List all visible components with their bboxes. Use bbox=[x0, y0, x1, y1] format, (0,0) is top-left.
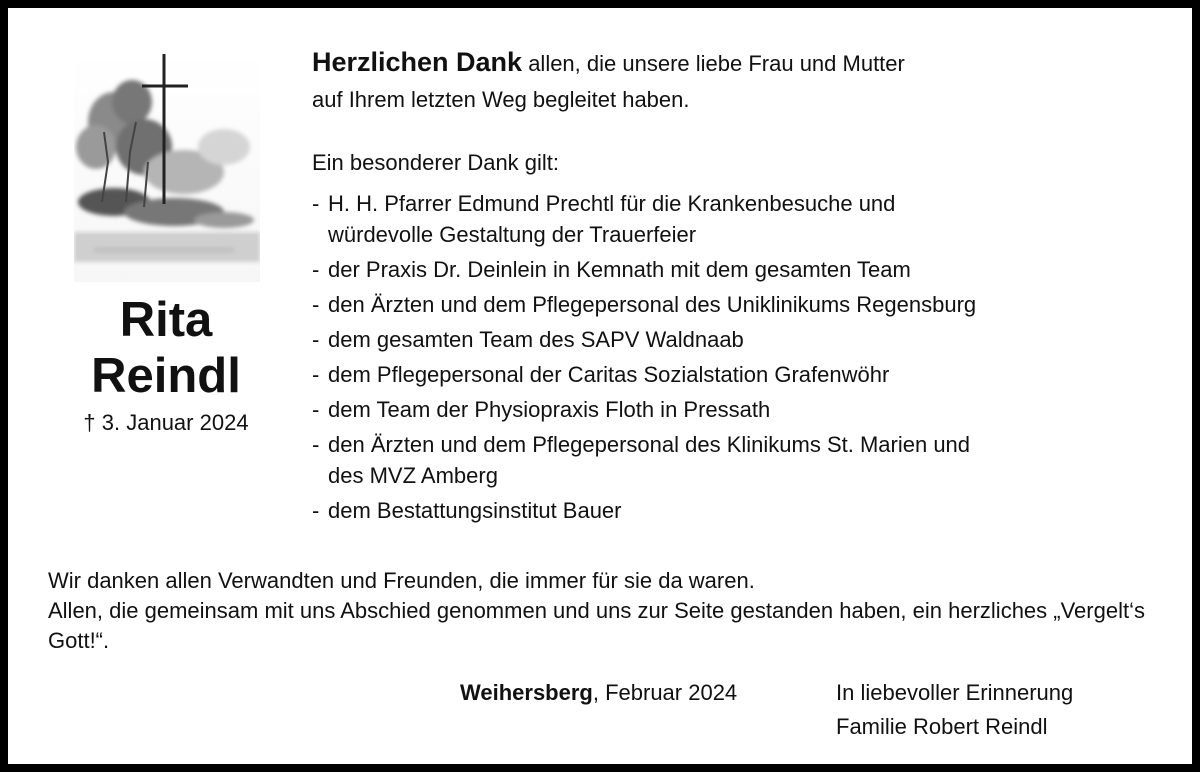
deceased-first-name: Rita bbox=[119, 293, 213, 347]
thanks-item bbox=[312, 289, 976, 320]
date: , Februar 2024 bbox=[592, 680, 738, 705]
thanks-item-line: den Ärzten und dem Pflegepersonal des Uniklinikums Regensburg bbox=[328, 292, 977, 317]
obituary-card bbox=[8, 8, 1192, 764]
thanks-item bbox=[312, 359, 976, 390]
thanks-item-line: den Ärzten und dem Pflegepersonal des Klinikums St. Marien und bbox=[328, 432, 971, 457]
thanks-list bbox=[312, 188, 976, 530]
deceased-last-name: Reindl bbox=[91, 349, 241, 403]
thanks-item-line: dem gesamten Team des SAPV Waldnaab bbox=[328, 327, 744, 352]
thanks-item bbox=[312, 188, 976, 250]
thanks-item-line: dem Pflegepersonal der Caritas Sozialstation Grafenwöhr bbox=[328, 362, 890, 387]
place-date bbox=[460, 676, 737, 710]
thanks-item-line: dem Bestattungsinstitut Bauer bbox=[328, 498, 622, 523]
death-date: † 3. Januar 2024 bbox=[83, 410, 249, 435]
headline bbox=[312, 44, 905, 82]
signature-line-1: In liebevoller Erinnerung bbox=[836, 680, 1074, 705]
thanks-item bbox=[312, 429, 976, 491]
thanks-item-line: des MVZ Amberg bbox=[328, 463, 498, 488]
closing-text bbox=[48, 566, 1168, 656]
thanks-item bbox=[312, 254, 976, 285]
headline-line-2: auf Ihrem letzten Weg begleitet haben. bbox=[312, 87, 690, 112]
thanks-item-line: der Praxis Dr. Deinlein in Kemnath mit dem gesamten Team bbox=[328, 257, 911, 282]
place: Weihersberg bbox=[460, 680, 593, 705]
signature-line-2: Familie Robert Reindl bbox=[836, 714, 1048, 739]
thanks-item-line: dem Team der Physiopraxis Floth in Pressath bbox=[328, 397, 771, 422]
closing-line-2: Allen, die gemeinsam mit uns Abschied genommen und uns zur Seite gestanden haben, ein herzliches „Vergelt‘s Gott!“. bbox=[48, 598, 1145, 653]
thanks-item bbox=[312, 324, 976, 355]
thanks-item bbox=[312, 495, 976, 526]
thanks-item-line: H. H. Pfarrer Edmund Prechtl für die Krankenbesuche und bbox=[328, 191, 896, 216]
thanks-intro: Ein besonderer Dank gilt: bbox=[312, 150, 560, 175]
cross-landscape-illustration bbox=[74, 52, 260, 282]
thanks-item-line: würdevolle Gestaltung der Trauerfeier bbox=[328, 222, 697, 247]
signature bbox=[836, 676, 1073, 744]
headline-rest: allen, die unsere liebe Frau und Mutter bbox=[522, 51, 905, 76]
headline-strong: Herzlichen Dank bbox=[312, 47, 523, 77]
thanks-item bbox=[312, 394, 976, 425]
closing-line-1: Wir danken allen Verwandten und Freunden, die immer für sie da waren. bbox=[48, 568, 755, 593]
